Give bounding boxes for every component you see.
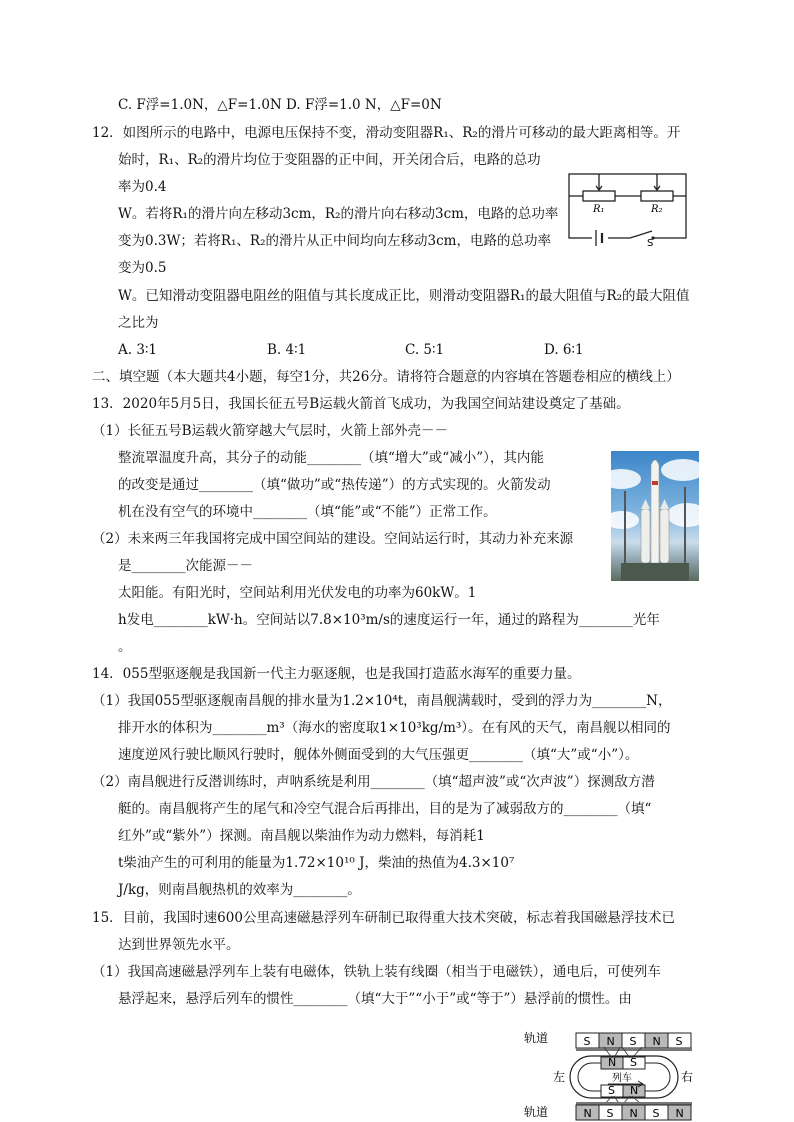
track-label-bottom: 轨道 (524, 1105, 549, 1119)
track-top-magnet-pole-label: S (583, 1035, 591, 1048)
question-13-text: 。 (118, 639, 132, 655)
question-12-text: 之比为 (118, 315, 159, 331)
question-13-text: 机在没有空气的环境中________（填“能”或“不能”）正常工作。 (118, 504, 497, 520)
question-12-text: 率为0.4 (118, 179, 167, 195)
question-14-stem: 14．055型驱逐舰是我国新一代主力驱逐舰，也是我国打造蓝水海军的重要力量。 (92, 666, 581, 682)
train-top-magnet-pole-label: N (608, 1056, 617, 1069)
maglev-diagram (522, 1024, 697, 1122)
question-13-part-1: （1）长征五号B运载火箭穿越大气层时，火箭上部外壳－－ (92, 423, 449, 439)
circuit-wire-frame (569, 174, 686, 238)
question-15-part-1: （1）我国高速磁悬浮列车上装有电磁体，铁轨上装有线圈（相当于电磁铁），通电后，可使列车 (92, 964, 661, 980)
question-14-text: J/kg，则南昌舰热机的效率为________。 (118, 882, 361, 898)
question-12-text: 始时，R₁、R₂的滑片均位于变阻器的正中间，开关闭合后，电路的总功 (118, 152, 541, 168)
question-12-text: 变为0.5 (118, 260, 167, 276)
track-bottom-magnet-pole-label: N (629, 1107, 638, 1120)
label-left: 左 (553, 1070, 566, 1084)
resistor-r2 (641, 191, 673, 201)
train-bottom-magnet-pole-label: S (608, 1084, 615, 1097)
question-13-part-2: （2）未来两三年我国将完成中国空间站的建设。空间站运行时，其动力补充来源 (92, 531, 574, 547)
track-bottom-magnet-pole-label: S (606, 1107, 614, 1120)
question-13-text: 的改变是通过________（填“做功”或“热传递”）的方式实现的。火箭发动 (118, 477, 551, 493)
train-bottom-magnet-pole-label: N (630, 1084, 639, 1097)
question-14-text: 红外”或“紫外”）探测。南昌舰以柴油作为动力燃料，每消耗1 (118, 828, 485, 844)
track-bottom-magnet-pole-label: N (583, 1107, 592, 1120)
question-13-text: 整流罩温度升高，其分子的动能________（填“增大”或“减小”），其内能 (118, 450, 544, 466)
track-top-rail (576, 1048, 692, 1051)
question-15-stem: 15．目前，我国时速600公里高速磁悬浮列车研制已取得重大技术突破，标志着我国磁悬浮技术已 (92, 910, 675, 926)
track-top (576, 1033, 691, 1048)
question-15-text: 悬浮起来，悬浮后列车的惯性________（填“大于”“小于”或“等于”）悬浮前的惯性。由 (118, 991, 632, 1007)
question-14-text: 排开水的体积为________m³（海水的密度取1×10³kg/m³）。在有风的天气，南昌舰以相同的 (118, 720, 671, 736)
track-top-magnet-pole-label: N (606, 1035, 615, 1048)
train-magnets-bottom (601, 1084, 645, 1097)
label-switch: S (647, 238, 654, 248)
question-13-stem: 13．2020年5月5日，我国长征五号B运载火箭首飞成功，为我国空间站建设奠定了基础。 (92, 396, 630, 412)
rocket-photo (611, 451, 699, 581)
option-d: D. 6∶1 (544, 342, 584, 358)
option-line-c-d: C. F浮=1.0N，△F=1.0N D. F浮=1.0 N，△F=0N (118, 97, 442, 113)
track-label-top: 轨道 (524, 1031, 549, 1045)
train-label: 列车 (612, 1073, 632, 1084)
resistor-r1 (583, 191, 615, 201)
question-14-text: 艇的。南昌舰将产生的尾气和冷空气混合后再排出，目的是为了减弱敌方的________（填“ (118, 801, 652, 817)
question-14-text: 速度逆风行驶比顺风行驶时，舰体外侧面受到的大气压强更________（填“大”或“小”）。 (118, 747, 639, 763)
label-right: 右 (681, 1070, 694, 1084)
question-14-part-1: （1）我国055型驱逐舰南昌舰的排水量为1.2×10⁴t，南昌舰满载时，受到的浮力为________N， (92, 693, 672, 709)
option-a: A. 3∶1 (118, 342, 158, 358)
question-12-text: W。已知滑动变阻器电阻丝的阻值与其长度成正比，则滑动变阻器R₁的最大阻值与R₂的最大阻值 (118, 288, 690, 304)
track-top-magnet-pole-label: S (675, 1035, 683, 1048)
train-top-magnet-pole-label: S (630, 1056, 637, 1069)
track-bottom-magnet-pole-label: S (652, 1107, 660, 1120)
question-13-text: 太阳能。有阳光时，空间站利用光伏发电的功率为60kW。1 (118, 585, 477, 601)
question-13-text: h发电________kW·h。空间站以7.8×10³m/s的速度运行一年，通过的路程为________光年 (118, 612, 660, 628)
section-heading: 二、填空题（本大题共4小题，每空1分，共26分。请将符合题意的内容填在答题卷相应的横线上） (92, 369, 680, 385)
question-12-text: 变为0.3W；若将R₁、R₂的滑片从正中间均向左移动3cm，电路的总功率 (118, 233, 551, 249)
track-top-magnet-pole-label: N (652, 1035, 661, 1048)
question-12-text: W。若将R₁的滑片向左移动3cm，R₂的滑片向右移动3cm，电路的总功率 (118, 206, 559, 222)
track-bottom (576, 1105, 691, 1120)
question-12-stem: 12．如图所示的电路中，电源电压保持不变，滑动变阻器R₁、R₂的滑片可移动的最大距离相等。开 (92, 125, 681, 141)
question-14-part-2: （2）南昌舰进行反潜训练时，声呐系统是利用________（填“超声波”或“次声波”）探测敌方潜 (92, 774, 655, 790)
question-15-text: 达到世界领先水平。 (118, 937, 240, 953)
question-13-text: 是________次能源－－ (118, 558, 253, 574)
label-r1: R₁ (593, 204, 605, 215)
circuit-diagram (566, 170, 690, 248)
option-b: B. 4∶1 (267, 342, 307, 358)
question-14-text: t柴油产生的可利用的能量为1.72×10¹⁰ J，柴油的热值为4.3×10⁷ (118, 855, 515, 871)
option-c: C. 5∶1 (405, 342, 445, 358)
track-top-magnet-pole-label: S (629, 1035, 637, 1048)
train-magnets-top (601, 1056, 645, 1069)
track-bottom-magnet-pole-label: N (675, 1107, 684, 1120)
label-r2: R₂ (651, 204, 663, 215)
rocket-icon (611, 451, 699, 581)
